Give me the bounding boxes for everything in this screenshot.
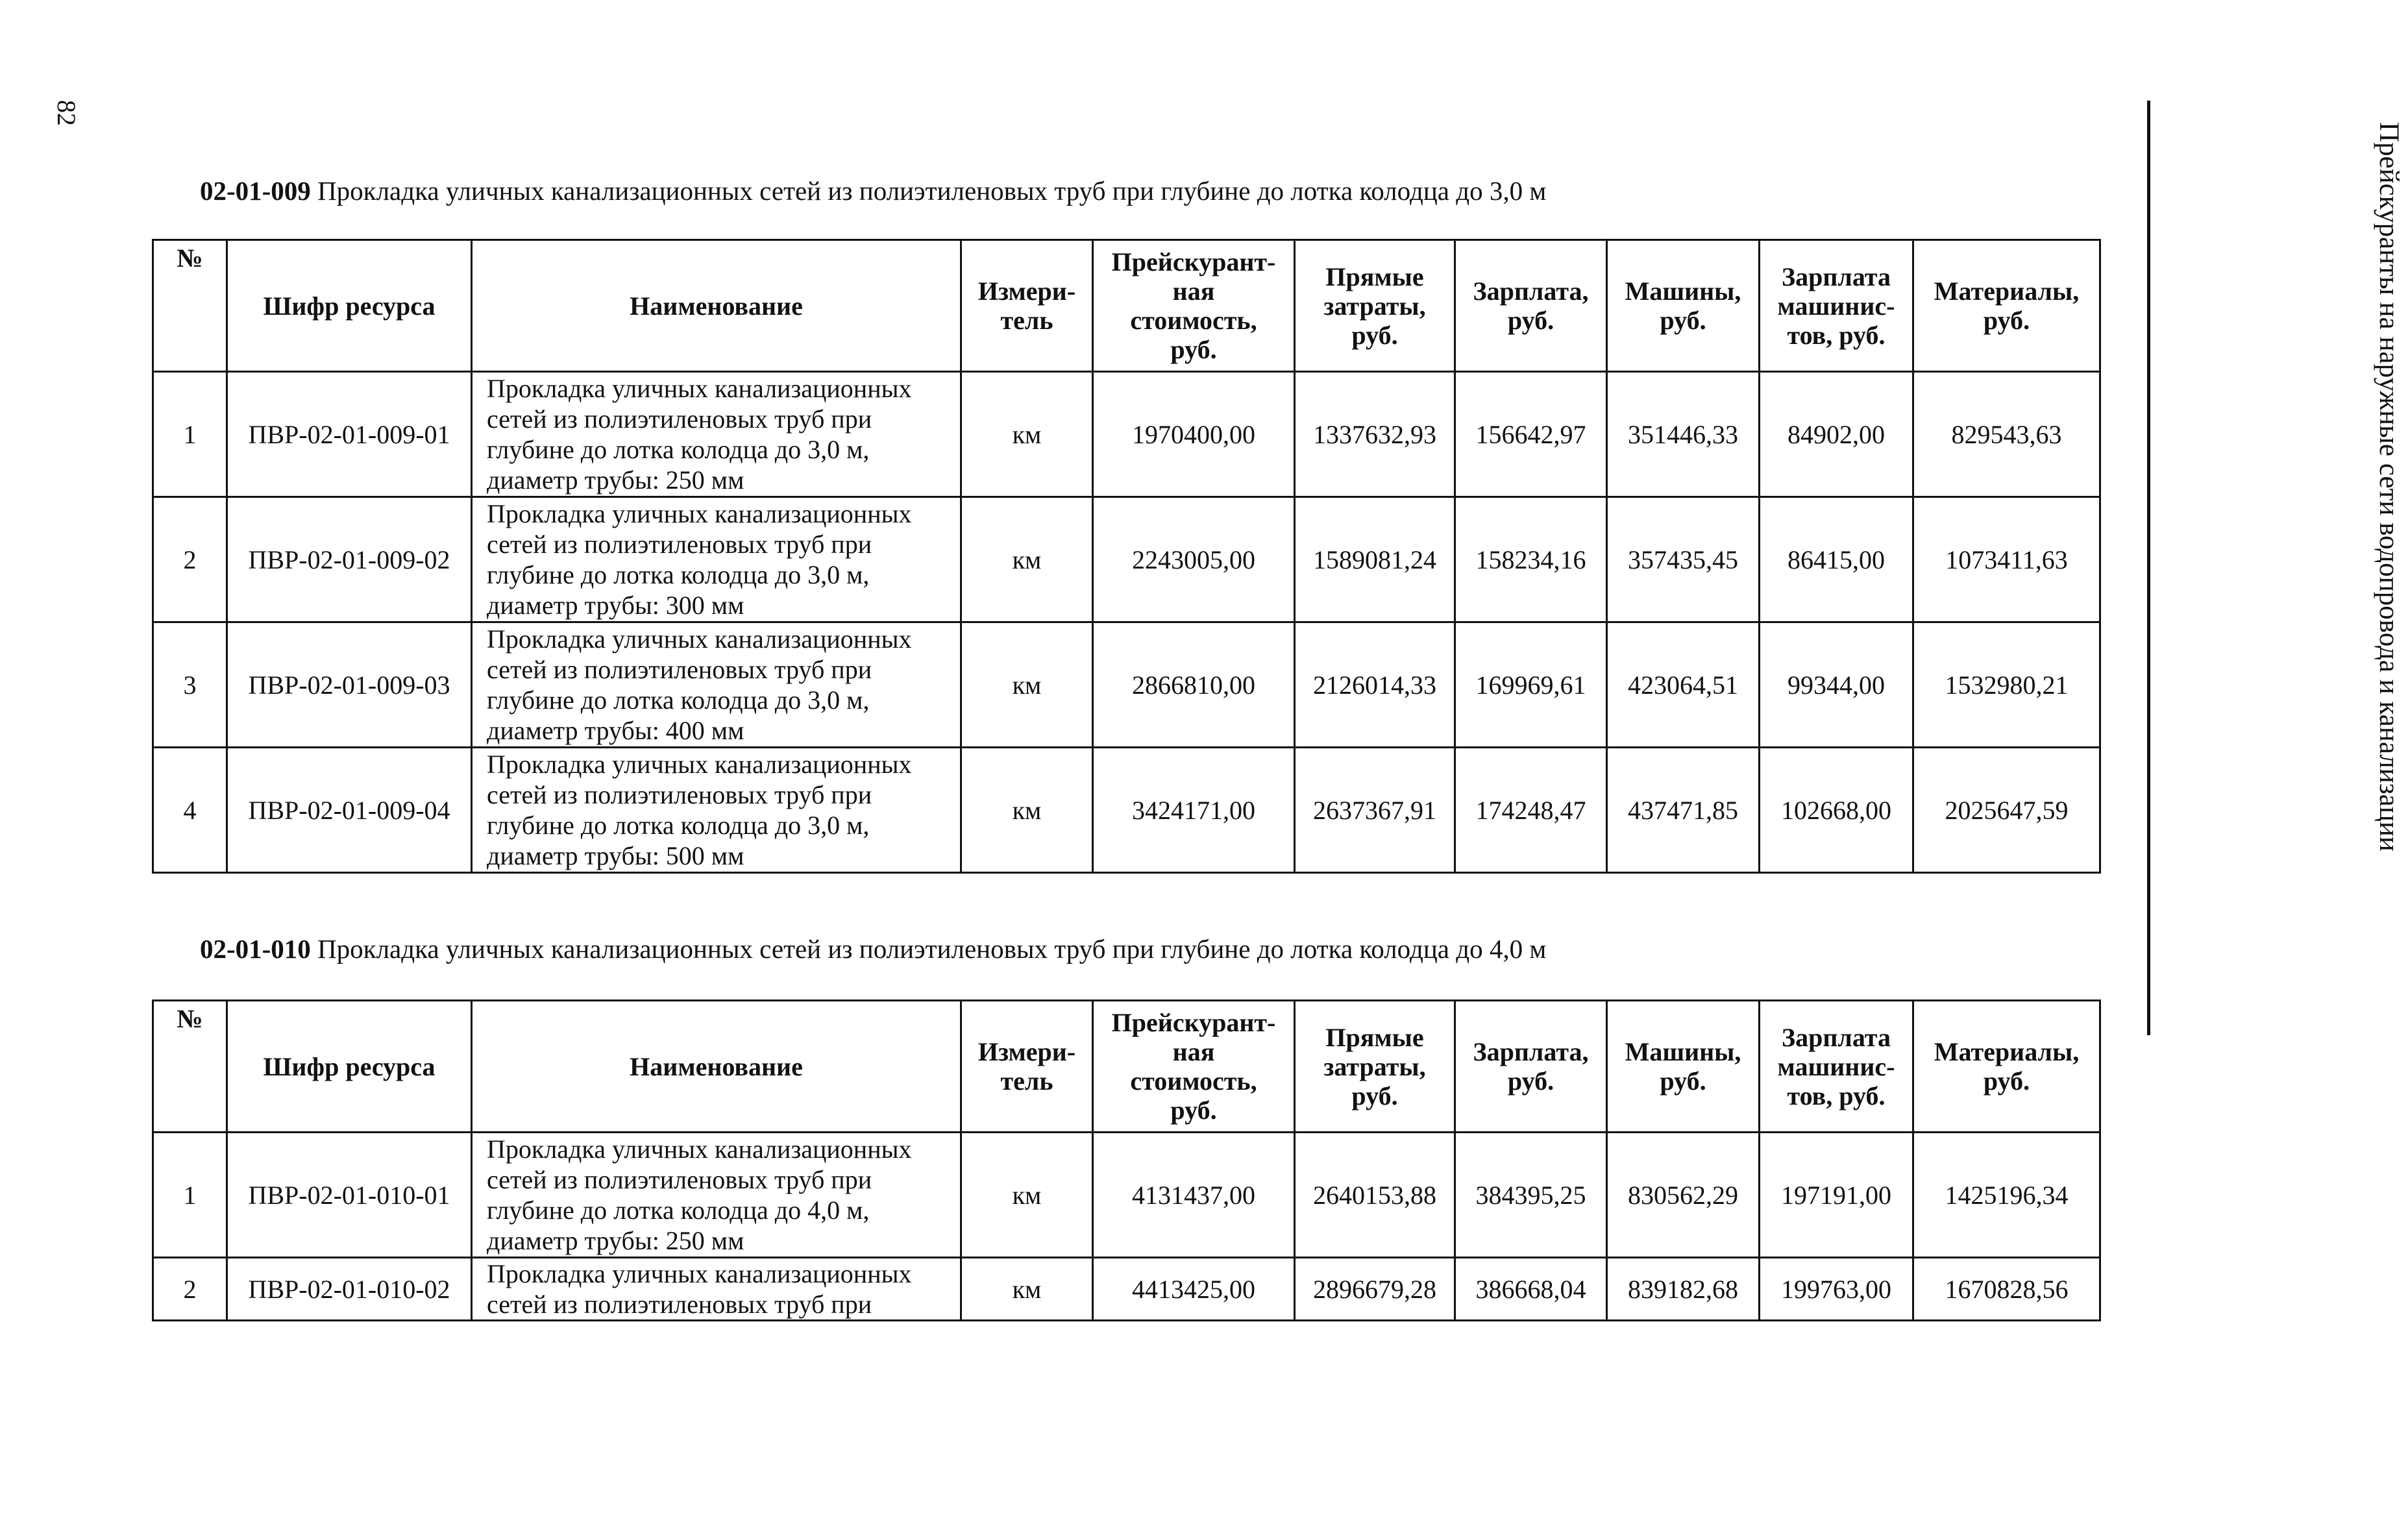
cell-code: ПВР-02-01-009-01 bbox=[227, 372, 472, 497]
cell-no: 4 bbox=[153, 748, 227, 873]
running-header: Прейскуранты на наружные сети водопровода и канализации bbox=[2374, 122, 2404, 852]
cell-machines: 423064,51 bbox=[1607, 622, 1760, 748]
cell-materials: 2025647,59 bbox=[1913, 748, 2100, 873]
cell-salary: 174248,47 bbox=[1455, 748, 1607, 873]
cell-operators: 99344,00 bbox=[1760, 622, 1913, 748]
cell-salary: 156642,97 bbox=[1455, 372, 1607, 497]
table-header-row bbox=[153, 1001, 2100, 1133]
cell-machines: 351446,33 bbox=[1607, 372, 1760, 497]
cell-unit: км bbox=[961, 1133, 1093, 1258]
column-header-price: Прейскурант- ная стоимость, руб. bbox=[1093, 1001, 1295, 1133]
table-row bbox=[153, 1133, 2100, 1258]
cell-materials: 1532980,21 bbox=[1913, 622, 2100, 748]
cell-price: 4131437,00 bbox=[1093, 1133, 1295, 1258]
cell-no: 1 bbox=[153, 1133, 227, 1258]
table-row bbox=[153, 372, 2100, 497]
cell-no: 2 bbox=[153, 1258, 227, 1321]
table-header-row bbox=[153, 240, 2100, 372]
cell-name: Прокладка уличных канализационных сетей из полиэтиленовых труб при глубине до лотка колодца до 3,0 м, диаметр трубы: 300 мм bbox=[472, 497, 961, 622]
column-header-materials: Материалы, руб. bbox=[1913, 240, 2100, 372]
column-header-name: Наименование bbox=[472, 1001, 961, 1133]
cell-salary: 384395,25 bbox=[1455, 1133, 1607, 1258]
table-row bbox=[153, 1258, 2100, 1321]
cell-code: ПВР-02-01-010-02 bbox=[227, 1258, 472, 1321]
cell-operators: 84902,00 bbox=[1760, 372, 1913, 497]
column-header-operators: Зарплата машинис- тов, руб. bbox=[1760, 1001, 1913, 1133]
section-code: 02-01-009 bbox=[200, 176, 311, 206]
column-header-salary: Зарплата, руб. bbox=[1455, 1001, 1607, 1133]
cell-materials: 1670828,56 bbox=[1913, 1258, 2100, 1321]
section-title bbox=[200, 175, 1546, 206]
cell-name: Прокладка уличных канализационных сетей из полиэтиленовых труб при глубине до лотка колодца до 4,0 м, диаметр трубы: 250 мм bbox=[472, 1133, 961, 1258]
cell-materials: 829543,63 bbox=[1913, 372, 2100, 497]
cell-price: 3424171,00 bbox=[1093, 748, 1295, 873]
cell-operators: 102668,00 bbox=[1760, 748, 1913, 873]
cell-unit: км bbox=[961, 372, 1093, 497]
column-header-direct: Прямые затраты, руб. bbox=[1295, 1001, 1455, 1133]
cell-price: 2866810,00 bbox=[1093, 622, 1295, 748]
cell-no: 3 bbox=[153, 622, 227, 748]
cell-operators: 197191,00 bbox=[1760, 1133, 1913, 1258]
page-number: 82 bbox=[52, 100, 81, 126]
section-title-text: Прокладка уличных канализационных сетей из полиэтиленовых труб при глубине до лотка колодца до 3,0 м bbox=[317, 176, 1547, 206]
table-row bbox=[153, 622, 2100, 748]
cell-price: 1970400,00 bbox=[1093, 372, 1295, 497]
column-header-code: Шифр ресурса bbox=[227, 1001, 472, 1133]
cell-unit: км bbox=[961, 497, 1093, 622]
cell-no: 2 bbox=[153, 497, 227, 622]
table-row bbox=[153, 497, 2100, 622]
column-header-no: № bbox=[153, 1001, 227, 1133]
price-table bbox=[152, 1000, 2101, 1321]
column-header-machines: Машины, руб. bbox=[1607, 240, 1760, 372]
cell-salary: 169969,61 bbox=[1455, 622, 1607, 748]
cell-direct: 1589081,24 bbox=[1295, 497, 1455, 622]
cell-name: Прокладка уличных канализационных сетей из полиэтиленовых труб при глубине до лотка колодца до 3,0 м, диаметр трубы: 400 мм bbox=[472, 622, 961, 748]
cell-unit: км bbox=[961, 748, 1093, 873]
cell-no: 1 bbox=[153, 372, 227, 497]
column-header-unit: Измери- тель bbox=[961, 240, 1093, 372]
column-header-unit: Измери- тель bbox=[961, 1001, 1093, 1133]
header-rule bbox=[2147, 101, 2150, 1035]
section-title bbox=[200, 933, 1546, 964]
cell-materials: 1073411,63 bbox=[1913, 497, 2100, 622]
cell-machines: 437471,85 bbox=[1607, 748, 1760, 873]
cell-salary: 158234,16 bbox=[1455, 497, 1607, 622]
cell-machines: 839182,68 bbox=[1607, 1258, 1760, 1321]
cell-name: Прокладка уличных канализационных сетей из полиэтиленовых труб при глубине до лотка колодца до 3,0 м, диаметр трубы: 500 мм bbox=[472, 748, 961, 873]
cell-direct: 2126014,33 bbox=[1295, 622, 1455, 748]
cell-code: ПВР-02-01-009-02 bbox=[227, 497, 472, 622]
price-table bbox=[152, 239, 2101, 874]
cell-direct: 1337632,93 bbox=[1295, 372, 1455, 497]
column-header-name: Наименование bbox=[472, 240, 961, 372]
cell-name: Прокладка уличных канализационных сетей из полиэтиленовых труб при глубине до лотка колодца до 3,0 м, диаметр трубы: 250 мм bbox=[472, 372, 961, 497]
column-header-no: № bbox=[153, 240, 227, 372]
column-header-price: Прейскурант- ная стоимость, руб. bbox=[1093, 240, 1295, 372]
cell-salary: 386668,04 bbox=[1455, 1258, 1607, 1321]
cell-direct: 2637367,91 bbox=[1295, 748, 1455, 873]
table-row bbox=[153, 748, 2100, 873]
column-header-code: Шифр ресурса bbox=[227, 240, 472, 372]
cell-code: ПВР-02-01-009-03 bbox=[227, 622, 472, 748]
cell-machines: 830562,29 bbox=[1607, 1133, 1760, 1258]
column-header-materials: Материалы, руб. bbox=[1913, 1001, 2100, 1133]
column-header-salary: Зарплата, руб. bbox=[1455, 240, 1607, 372]
cell-price: 2243005,00 bbox=[1093, 497, 1295, 622]
cell-materials: 1425196,34 bbox=[1913, 1133, 2100, 1258]
column-header-direct: Прямые затраты, руб. bbox=[1295, 240, 1455, 372]
section-code: 02-01-010 bbox=[200, 934, 311, 964]
column-header-operators: Зарплата машинис- тов, руб. bbox=[1760, 240, 1913, 372]
cell-code: ПВР-02-01-010-01 bbox=[227, 1133, 472, 1258]
cell-price: 4413425,00 bbox=[1093, 1258, 1295, 1321]
cell-direct: 2640153,88 bbox=[1295, 1133, 1455, 1258]
cell-unit: км bbox=[961, 622, 1093, 748]
cell-code: ПВР-02-01-009-04 bbox=[227, 748, 472, 873]
cell-operators: 86415,00 bbox=[1760, 497, 1913, 622]
section-title-text: Прокладка уличных канализационных сетей из полиэтиленовых труб при глубине до лотка колодца до 4,0 м bbox=[317, 934, 1547, 964]
cell-machines: 357435,45 bbox=[1607, 497, 1760, 622]
cell-name: Прокладка уличных канализационных сетей из полиэтиленовых труб при bbox=[472, 1258, 961, 1321]
cell-direct: 2896679,28 bbox=[1295, 1258, 1455, 1321]
column-header-machines: Машины, руб. bbox=[1607, 1001, 1760, 1133]
cell-operators: 199763,00 bbox=[1760, 1258, 1913, 1321]
cell-unit: км bbox=[961, 1258, 1093, 1321]
